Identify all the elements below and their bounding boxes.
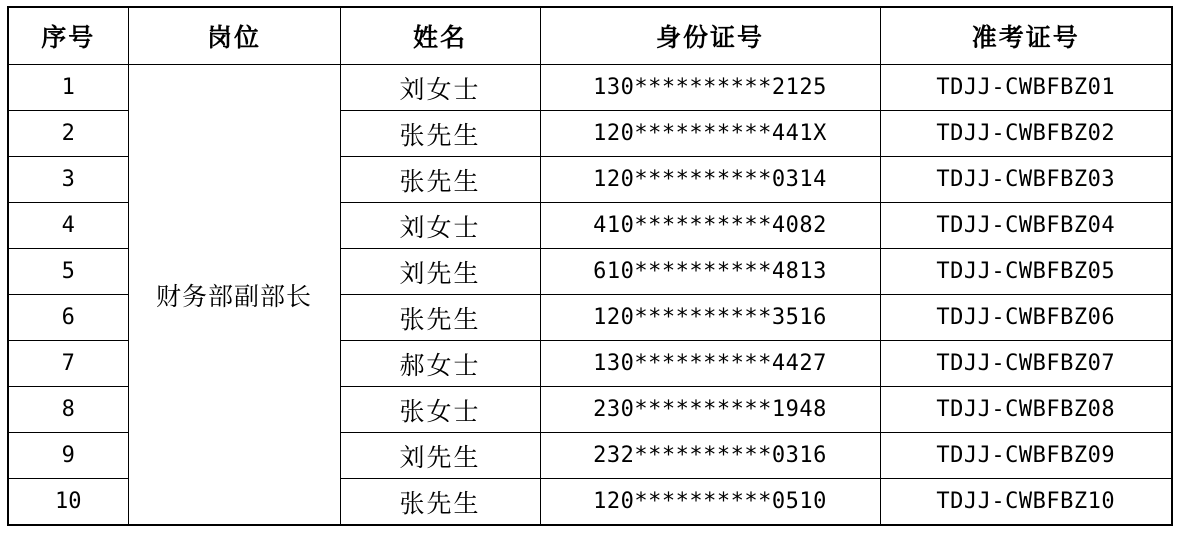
cell-name: 张先生 bbox=[340, 295, 540, 341]
column-header-seq: 序号 bbox=[8, 7, 128, 65]
cell-ticket: TDJJ-CWBFBZ04 bbox=[880, 203, 1172, 249]
cell-seq: 7 bbox=[8, 341, 128, 387]
cell-ticket: TDJJ-CWBFBZ02 bbox=[880, 111, 1172, 157]
column-header-name: 姓名 bbox=[340, 7, 540, 65]
cell-id: 230**********1948 bbox=[540, 387, 880, 433]
cell-seq: 8 bbox=[8, 387, 128, 433]
column-header-ticket: 准考证号 bbox=[880, 7, 1172, 65]
cell-post-merged: 财务部副部长 bbox=[128, 65, 340, 526]
cell-ticket: TDJJ-CWBFBZ09 bbox=[880, 433, 1172, 479]
cell-seq: 10 bbox=[8, 479, 128, 526]
cell-id: 120**********441X bbox=[540, 111, 880, 157]
cell-seq: 2 bbox=[8, 111, 128, 157]
cell-seq: 6 bbox=[8, 295, 128, 341]
cell-id: 410**********4082 bbox=[540, 203, 880, 249]
cell-ticket: TDJJ-CWBFBZ01 bbox=[880, 65, 1172, 111]
table-row bbox=[8, 65, 1172, 111]
cell-ticket: TDJJ-CWBFBZ05 bbox=[880, 249, 1172, 295]
cell-id: 120**********0314 bbox=[540, 157, 880, 203]
cell-name: 刘先生 bbox=[340, 249, 540, 295]
cell-id: 130**********2125 bbox=[540, 65, 880, 111]
table-body bbox=[8, 65, 1172, 526]
cell-name: 刘女士 bbox=[340, 65, 540, 111]
cell-name: 张先生 bbox=[340, 157, 540, 203]
cell-name: 刘先生 bbox=[340, 433, 540, 479]
cell-seq: 1 bbox=[8, 65, 128, 111]
cell-id: 120**********3516 bbox=[540, 295, 880, 341]
table-header-row bbox=[8, 7, 1172, 65]
cell-seq: 3 bbox=[8, 157, 128, 203]
table-header bbox=[8, 7, 1172, 65]
cell-id: 232**********0316 bbox=[540, 433, 880, 479]
cell-ticket: TDJJ-CWBFBZ07 bbox=[880, 341, 1172, 387]
cell-name: 郝女士 bbox=[340, 341, 540, 387]
cell-name: 张先生 bbox=[340, 479, 540, 526]
cell-id: 130**********4427 bbox=[540, 341, 880, 387]
cell-ticket: TDJJ-CWBFBZ06 bbox=[880, 295, 1172, 341]
cell-id: 120**********0510 bbox=[540, 479, 880, 526]
cell-ticket: TDJJ-CWBFBZ10 bbox=[880, 479, 1172, 526]
cell-seq: 4 bbox=[8, 203, 128, 249]
cell-name: 刘女士 bbox=[340, 203, 540, 249]
cell-ticket: TDJJ-CWBFBZ03 bbox=[880, 157, 1172, 203]
candidate-list-table bbox=[7, 6, 1173, 526]
cell-seq: 9 bbox=[8, 433, 128, 479]
cell-seq: 5 bbox=[8, 249, 128, 295]
column-header-post: 岗位 bbox=[128, 7, 340, 65]
column-header-id: 身份证号 bbox=[540, 7, 880, 65]
cell-name: 张先生 bbox=[340, 111, 540, 157]
cell-ticket: TDJJ-CWBFBZ08 bbox=[880, 387, 1172, 433]
cell-id: 610**********4813 bbox=[540, 249, 880, 295]
cell-name: 张女士 bbox=[340, 387, 540, 433]
